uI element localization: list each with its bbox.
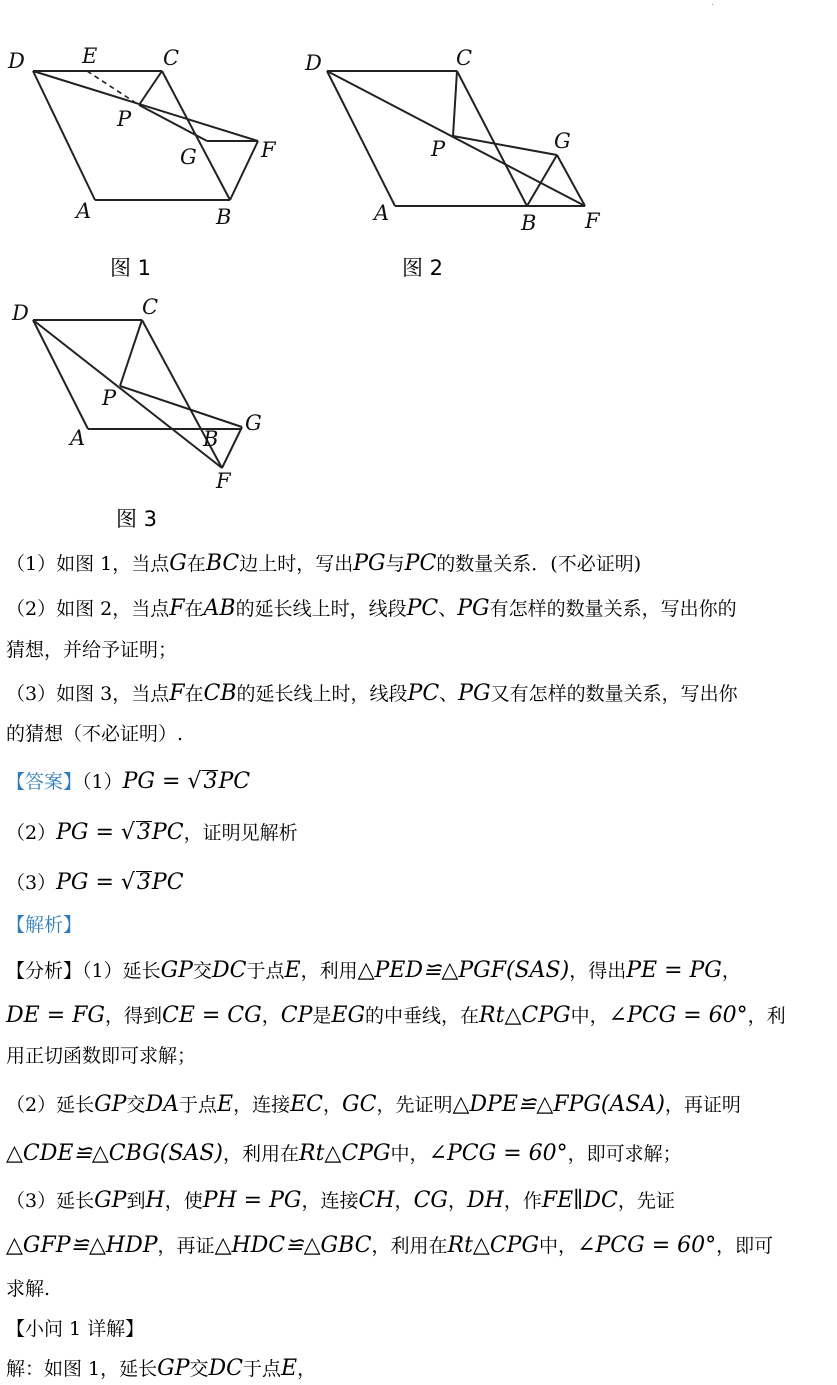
figure-1	[0, 38, 290, 238]
analysis-line-2: DE = FG，得到CE = CG，CP是EG的中垂线，在Rt△CPG中，∠PCG = 60°，利	[6, 1003, 786, 1028]
analysis-tag: 【解析】	[6, 914, 83, 936]
detail-line-1: 解：如图 1，延长GP交DC于点E，	[6, 1356, 317, 1381]
fig3-label-A: A	[70, 426, 86, 450]
analysis-line-4: （2）延长GP交DA于点E，连接EC，GC，先证明△DPE≌△FPG(ASA)，再证明	[6, 1092, 741, 1117]
analysis-line-5: △CDE≌△CBG(SAS)，利用在Rt△CPG中，∠PCG = 60°，即可求解；	[6, 1141, 682, 1166]
fig3-label-P: P	[102, 386, 117, 410]
fig2-label-B: B	[521, 211, 537, 235]
analysis-line-3: 用正切函数即可求解；	[6, 1045, 197, 1067]
fig2-label-D: D	[305, 51, 322, 75]
fig3-label-G: G	[245, 411, 262, 435]
analysis-line-7: △GFP≌△HDP，再证△HDC≌△GBC，利用在Rt△CPG中，∠PCG = 60°，即可	[6, 1233, 774, 1258]
figure-3-diagram	[0, 290, 280, 495]
figure-2-caption: 图 2	[402, 256, 444, 280]
question-2-line-2: 猜想，并给予证明；	[6, 639, 178, 661]
figure-1-caption: 图 1	[110, 256, 152, 280]
fig2-label-C: C	[456, 46, 473, 70]
fig3-label-C: C	[142, 295, 159, 319]
analysis-line-6: （3）延长GP到H，使PH = PG，连接CH，CG，DH，作FE∥DC，先证	[6, 1188, 675, 1213]
figure-2	[295, 38, 615, 243]
fig1-label-P: P	[117, 107, 132, 131]
fig1-label-B: B	[216, 205, 232, 229]
answer-3: （3）PG = √3PC	[6, 870, 184, 895]
answer-tag: 【答案】	[6, 771, 83, 793]
question-1: （1）如图 1，当点G在BC边上时，写出PG与PC的数量关系．(不必证明)	[6, 551, 642, 576]
fig1-label-F: F	[261, 138, 276, 162]
answer-2: （2）PG = √3PC，证明见解析	[6, 820, 298, 845]
fig1-label-A: A	[76, 199, 92, 223]
figure-1-diagram	[0, 38, 290, 238]
analysis-line-8: 求解.	[6, 1278, 51, 1300]
figure-2-diagram	[295, 38, 615, 243]
figure-3	[0, 290, 280, 495]
stray-mark: ·	[711, 0, 715, 11]
fig2-label-A: A	[374, 201, 390, 225]
question-3-line-1: （3）如图 3，当点F在CB的延长线上时，线段PC、PG又有怎样的数量关系，写出你	[6, 681, 738, 706]
figure-3-caption: 图 3	[116, 507, 158, 531]
fig3-label-B: B	[203, 427, 219, 451]
answer-1: 【答案】（1）PG = √3PC	[6, 769, 251, 794]
fig3-label-F: F	[216, 469, 231, 493]
fig2-label-F: F	[585, 209, 600, 233]
fig2-label-P: P	[431, 137, 446, 161]
fig1-label-C: C	[163, 46, 180, 70]
question-2-line-1: （2）如图 2，当点F在AB的延长线上时，线段PC、PG有怎样的数量关系，写出你的	[6, 596, 737, 621]
analysis-line-1: 【分析】（1）延长GP交DC于点E，利用△PED≌△PGF(SAS)，得出PE = PG，	[6, 958, 741, 983]
fig1-label-D: D	[8, 49, 25, 73]
question-3-line-2: 的猜想（不必证明）.	[6, 723, 184, 745]
fig3-label-D: D	[12, 301, 29, 325]
detail-heading: 【小问 1 详解】	[6, 1318, 145, 1340]
fig1-label-G: G	[180, 145, 197, 169]
fig2-label-G: G	[554, 129, 571, 153]
fig1-label-E: E	[82, 44, 98, 68]
